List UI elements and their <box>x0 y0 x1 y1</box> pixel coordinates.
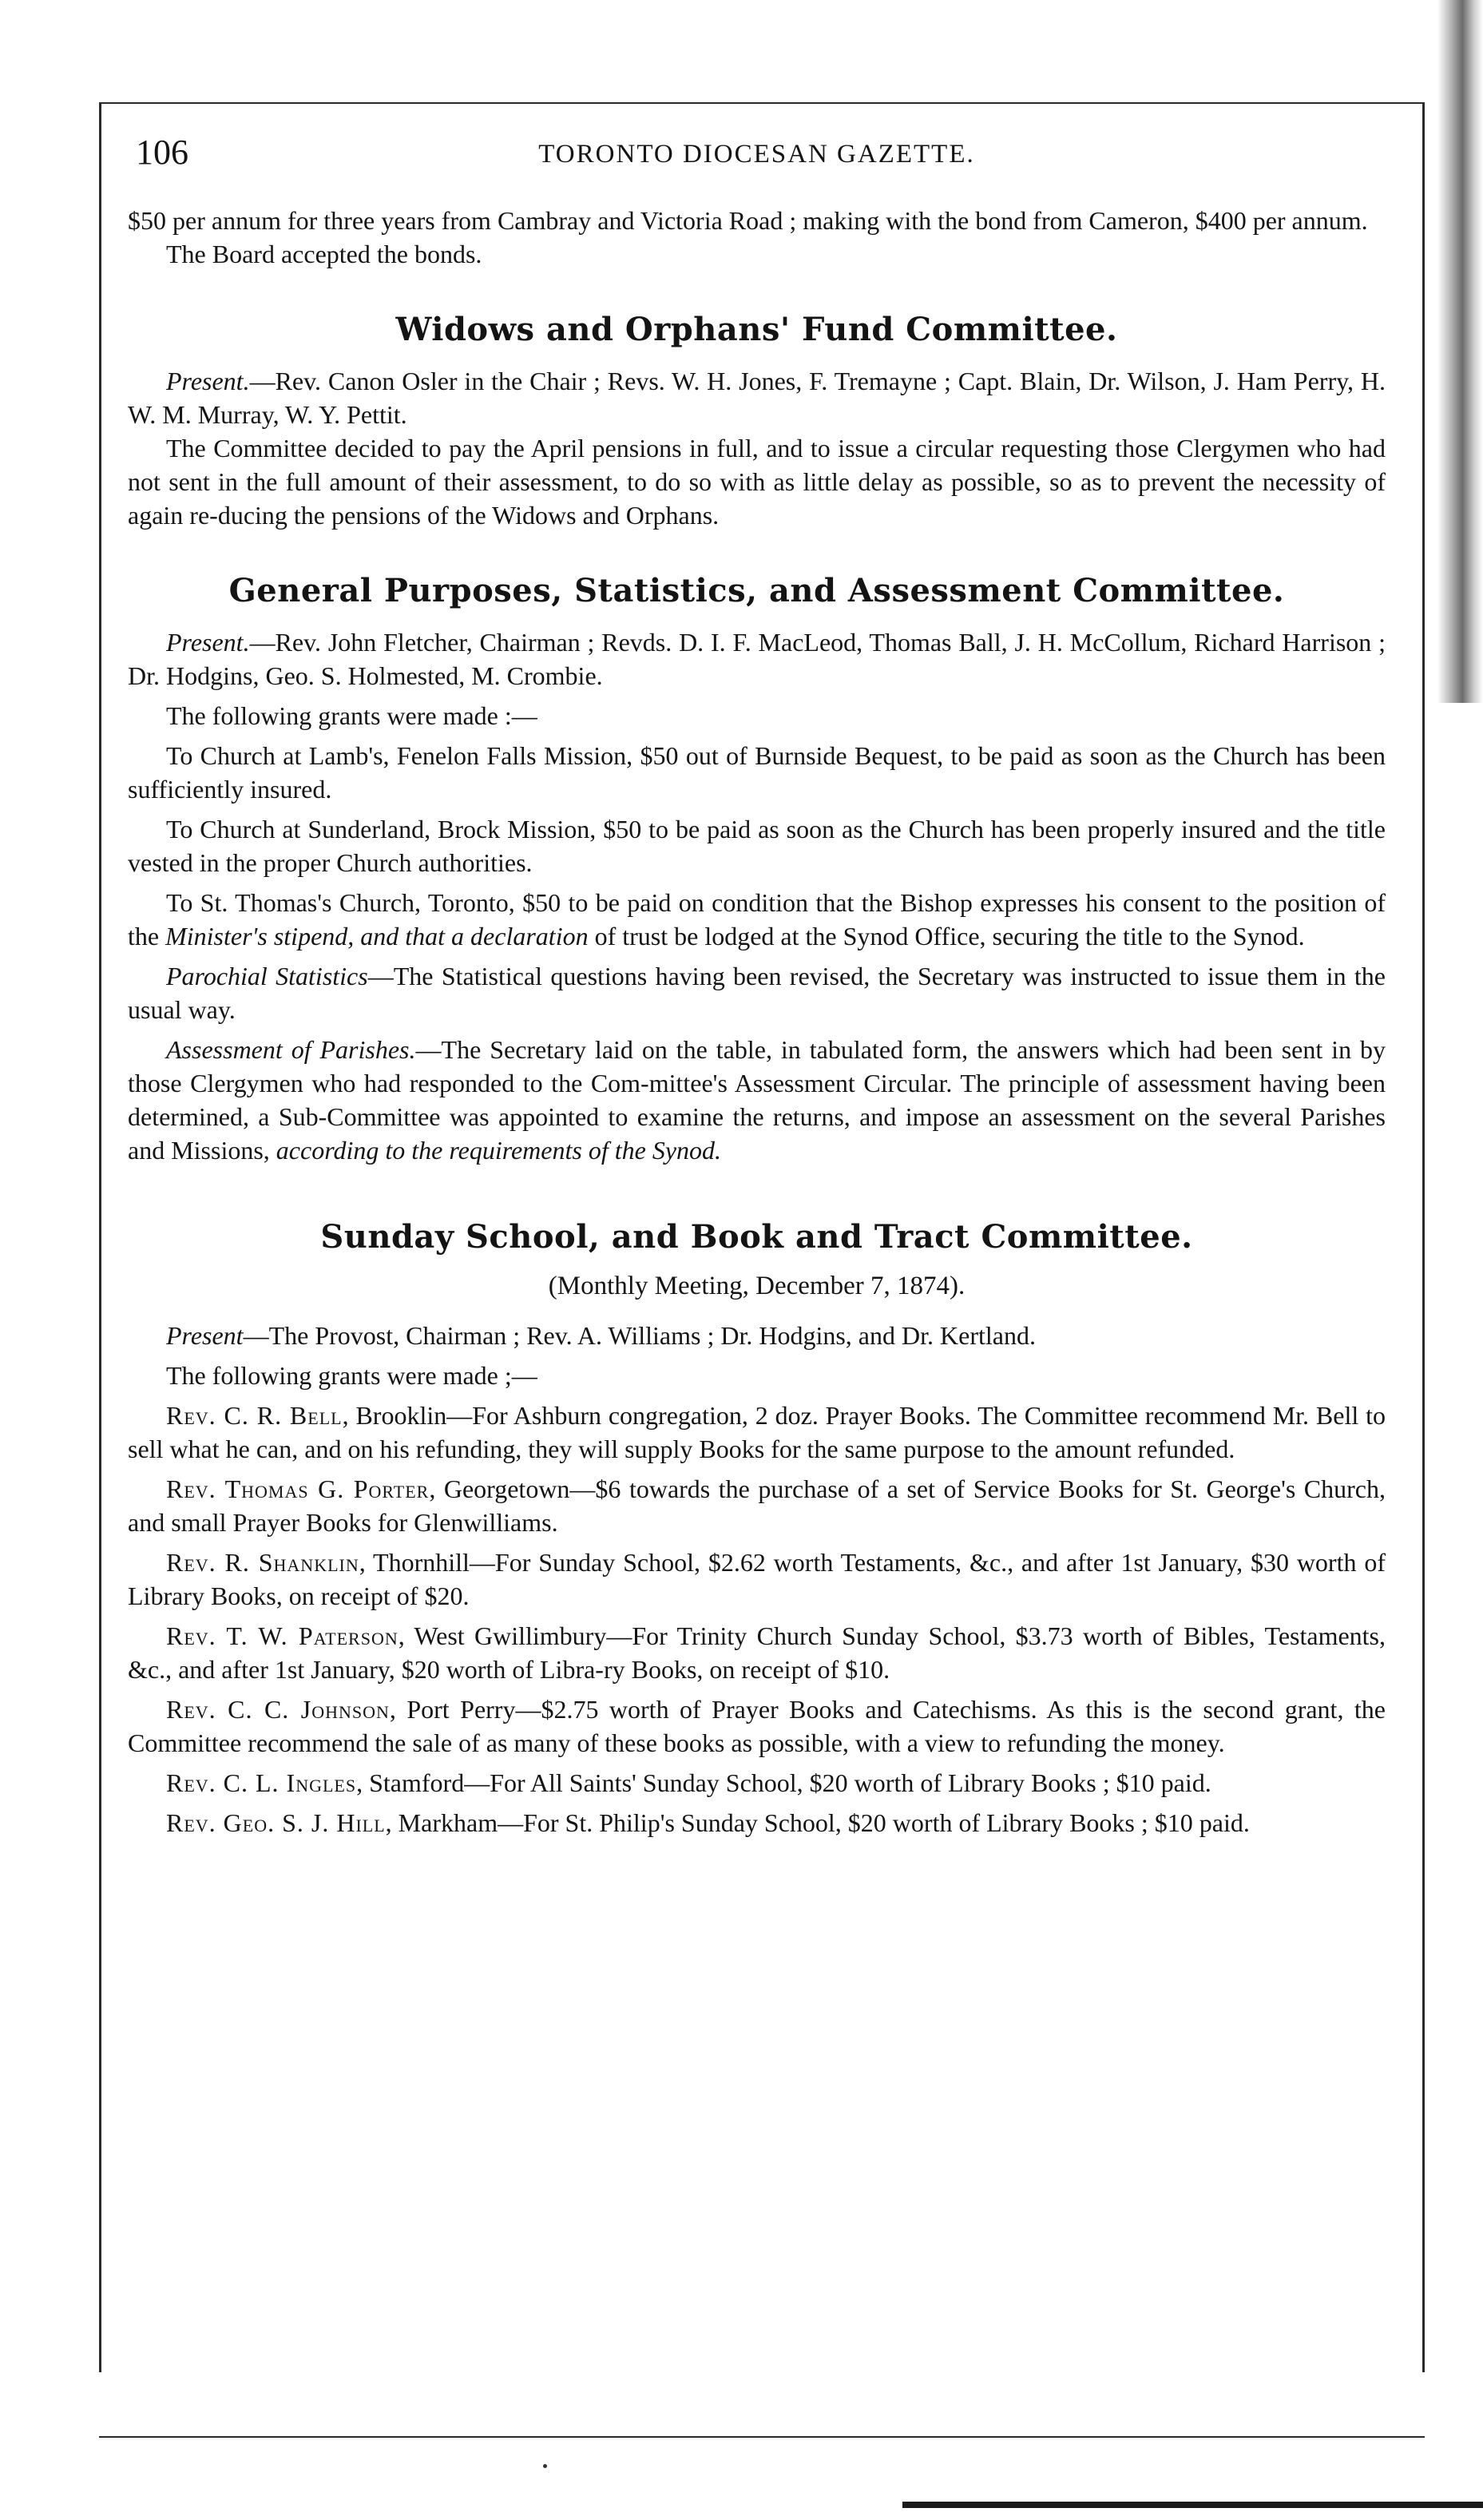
present-list <box>128 364 1386 431</box>
bottom-rule <box>99 2436 1425 2438</box>
body-paragraph: The Committee decided to pay the April pensions in full, and to issue a circular requesting those Clergymen who had not sent in the full amount of their assessment, to do so with as little delay as possible, so as to prevent the necessity of again re-ducing the pensions of the Widows and Orphans. <box>128 434 1386 530</box>
section-heading-widows: Widows and Orphans' Fund Committee. <box>395 311 1118 348</box>
present-text: —The Provost, Chairman ; Rev. A. Williams ; Dr. Hodgins, and Dr. Kertland. <box>243 1321 1036 1350</box>
grant-recipient: Rev. T. W. Paterson <box>166 1621 399 1650</box>
grant-recipient: Rev. Geo. S. J. Hill <box>166 1808 386 1837</box>
stray-mark <box>543 2464 547 2468</box>
grant-paragraph <box>128 886 1386 953</box>
grant-recipient: Rev. C. L. Ingles <box>166 1768 357 1797</box>
grant-text-italic: Minister's stipend, and that a declaration <box>165 922 589 950</box>
grant-entry <box>128 1472 1386 1539</box>
grants-intro: The following grants were made :— <box>166 701 537 730</box>
parochial-text: —The Statistical questions having been revised, the Secretary was instructed to issue them in the usual way. <box>128 962 1386 1024</box>
scan-bottom-bar <box>902 2502 1483 2508</box>
grant-recipient: Rev. Thomas G. Porter <box>166 1474 430 1503</box>
scan-edge-shadow <box>1437 0 1483 703</box>
grants-intro: The following grants were made ;— <box>166 1361 537 1390</box>
intro-paragraph: $50 per annum for three years from Cambray and Victoria Road ; making with the bond from Cameron, $400 per annum. <box>128 206 1368 235</box>
grant-paragraph: To Church at Sunderland, Brock Mission, $50 to be paid as soon as the Church has been properly insured and the title vested in the proper Church authorities. <box>128 815 1386 877</box>
present-label: Present. <box>166 628 250 657</box>
running-head <box>128 132 1386 180</box>
grant-text: , West Gwillimbury—For Trinity Church Sunday School, $3.73 worth of Bibles, Testaments, &c., and after 1st January, $20 worth of Libra-ry Books, on receipt of $10. <box>128 1621 1386 1684</box>
assessment-label: Assessment of Parishes. <box>166 1035 416 1064</box>
present-list <box>128 1319 1386 1352</box>
parochial-paragraph <box>128 959 1386 1026</box>
grant-entry <box>128 1693 1386 1760</box>
meeting-date: (Monthly Meeting, December 7, 1874). <box>548 1272 966 1300</box>
grant-recipient: Rev. R. Shanklin <box>166 1548 359 1577</box>
page-content <box>128 132 1386 1839</box>
assessment-paragraph <box>128 1033 1386 1167</box>
intro-paragraph-2: The Board accepted the bonds. <box>166 240 482 268</box>
grant-text: , Markham—For St. Philip's Sunday School, $20 worth of Library Books ; $10 paid. <box>385 1808 1250 1837</box>
parochial-label: Parochial Statistics <box>166 962 368 990</box>
present-text: —Rev. John Fletcher, Chairman ; Revds. D. I. F. MacLeod, Thomas Ball, J. H. McCollum, Richard Harrison ; Dr. Hodgins, Geo. S. Holmested, M. Crombie. <box>128 628 1386 690</box>
present-text: —Rev. Canon Osler in the Chair ; Revs. W. H. Jones, F. Tremayne ; Capt. Blain, Dr. Wilson, J. Ham Perry, H. W. M. Murray, W. Y. Pettit. <box>128 367 1386 429</box>
assessment-text-italic: according to the requirements of the Synod. <box>276 1136 722 1165</box>
grant-recipient: Rev. C. R. Bell <box>166 1401 343 1430</box>
section-heading-sunday: Sunday School, and Book and Tract Committee. <box>320 1218 1193 1256</box>
grant-paragraph: To Church at Lamb's, Fenelon Falls Mission, $50 out of Burnside Bequest, to be paid as soon as the Church has been sufficiently insured. <box>128 741 1386 804</box>
grant-text: of trust be lodged at the Synod Office, securing the title to the Synod. <box>588 922 1305 950</box>
present-list <box>128 625 1386 693</box>
present-label: Present <box>166 1321 244 1350</box>
grant-entry <box>128 1399 1386 1466</box>
grant-recipient: Rev. C. C. Johnson <box>166 1695 390 1724</box>
page-number: 106 <box>136 133 188 172</box>
grant-entry <box>128 1546 1386 1613</box>
grant-text: To St. Thomas's Church, Toronto, $50 to be paid on condition that the Bishop expresses his consent to the position of the <box>128 888 1386 950</box>
grant-text: , Port Perry—$2.75 worth of Prayer Books and Catechisms. As this is the second grant, the Committee recommend the sale of as many of these books as possible, with a view to refunding the money. <box>128 1695 1386 1757</box>
present-label: Present. <box>166 367 250 395</box>
section-heading-general: General Purposes, Statistics, and Assessment Committee. <box>228 572 1285 609</box>
grant-text: , Thornhill—For Sunday School, $2.62 worth Testaments, &c., and after 1st January, $30 worth of Library Books, on receipt of $20. <box>128 1548 1386 1610</box>
grant-text: , Georgetown—$6 towards the purchase of a set of Service Books for St. George's Church, and small Prayer Books for Glenwilliams. <box>128 1474 1386 1537</box>
grant-text: , Brooklin—For Ashburn congregation, 2 doz. Prayer Books. The Committee recommend Mr. Bell to sell what he can, and on his refunding, they will supply Books for the same purpose to the amount refunded. <box>128 1401 1386 1463</box>
journal-title: TORONTO DIOCESAN GAZETTE. <box>538 140 975 169</box>
grant-entry <box>128 1806 1386 1839</box>
grant-entry <box>128 1619 1386 1686</box>
assessment-text: —The Secretary laid on the table, in tabulated form, the answers which had been sent in by those Clergymen who had responded to the Com-mittee's Assessment Circular. The principle of assessment having been determined, a Sub-Committee was appointed to examine the returns, and impose an assessment on the several Parishes and Missions, <box>128 1035 1386 1165</box>
grant-entry <box>128 1766 1386 1800</box>
grant-text: , Stamford—For All Saints' Sunday School, $20 worth of Library Books ; $10 paid. <box>356 1768 1211 1797</box>
